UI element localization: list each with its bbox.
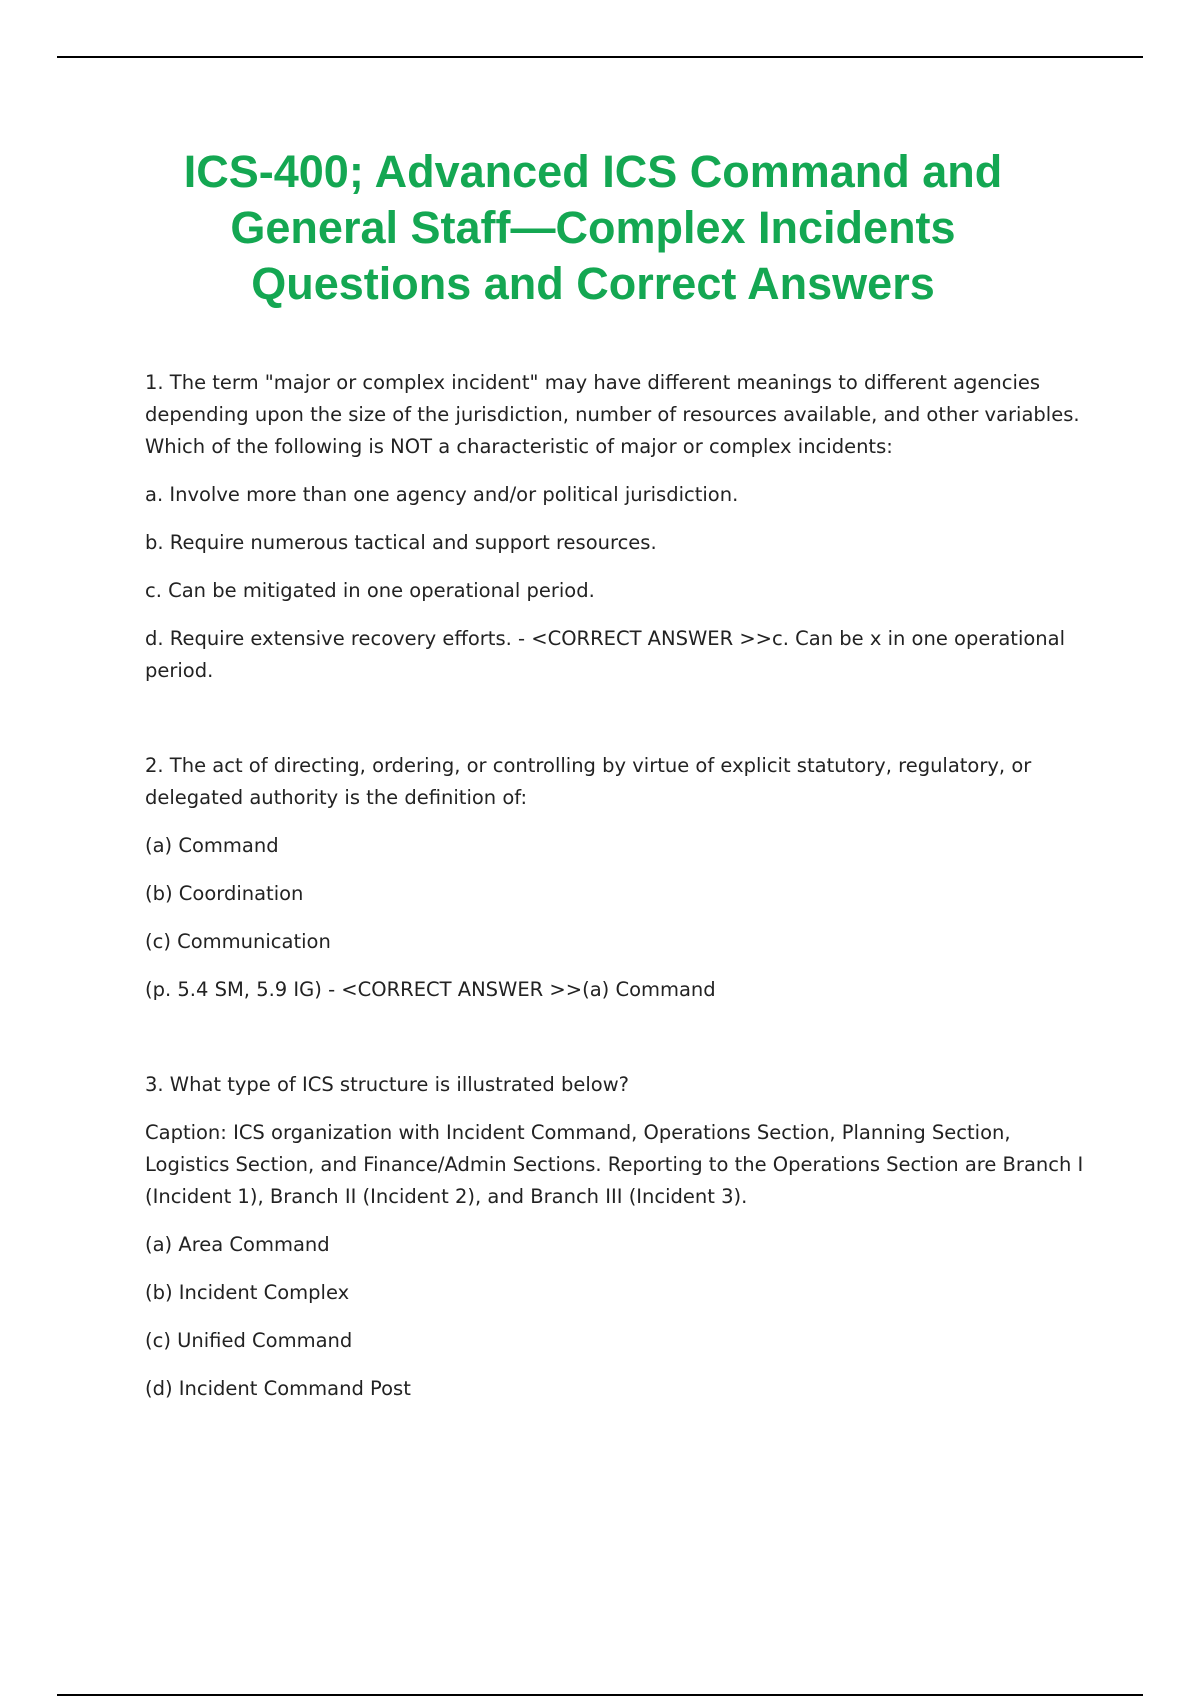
question-2-answer: (p. 5.4 SM, 5.9 IG) - <CORRECT ANSWER >>(a) Command: [145, 978, 716, 1001]
question-1-option-a: a. Involve more than one agency and/or political jurisdiction.: [145, 483, 739, 506]
question-2: [145, 750, 1095, 1006]
title-line-2: General Staff—Complex Incidents: [230, 202, 956, 253]
question-2-stem: 2. The act of directing, ordering, or controlling by virtue of explicit statutory, regulatory, or delegated authority is the definition of:: [145, 754, 1032, 809]
question-2-option-b: (b) Coordination: [145, 882, 304, 905]
question-3-option-b: (b) Incident Complex: [145, 1281, 350, 1304]
question-1-option-d-answer: d. Require extensive recovery efforts. - <CORRECT ANSWER >>c. Can be x in one operational period.: [145, 627, 1066, 682]
question-1-option-b: b. Require numerous tactical and support resources.: [145, 531, 657, 554]
question-3-stem: 3. What type of ICS structure is illustrated below?: [145, 1073, 630, 1096]
question-1: [145, 367, 1095, 687]
question-1-stem: 1. The term "major or complex incident" may have different meanings to different agencies depending upon the size of the jurisdiction, number of resources available, and other variables. Which of the following is NOT a characteristic of major or complex incidents:: [145, 371, 1080, 458]
question-3-option-c: (c) Unified Command: [145, 1329, 353, 1352]
question-2-option-c: (c) Communication: [145, 930, 331, 953]
document-title: [80, 144, 1106, 312]
title-line-1: ICS-400; Advanced ICS Command and: [183, 146, 1003, 197]
top-divider: [57, 56, 1143, 58]
question-list: [145, 367, 1095, 1405]
question-3-caption: Caption: ICS organization with Incident Command, Operations Section, Planning Section, Logistics Section, and Finance/Admin Sections. Reporting to the Operations Section are Branch I (Incident 1), Branch II (Incident 2), and Branch III (Incident 3).: [145, 1121, 1084, 1208]
bottom-divider: [57, 1694, 1143, 1696]
question-3-option-a: (a) Area Command: [145, 1233, 330, 1256]
question-3: [145, 1069, 1095, 1405]
question-2-option-a: (a) Command: [145, 834, 279, 857]
question-1-option-c: c. Can be mitigated in one operational period.: [145, 579, 595, 602]
title-line-3: Questions and Correct Answers: [251, 258, 935, 309]
question-3-option-d: (d) Incident Command Post: [145, 1377, 411, 1400]
